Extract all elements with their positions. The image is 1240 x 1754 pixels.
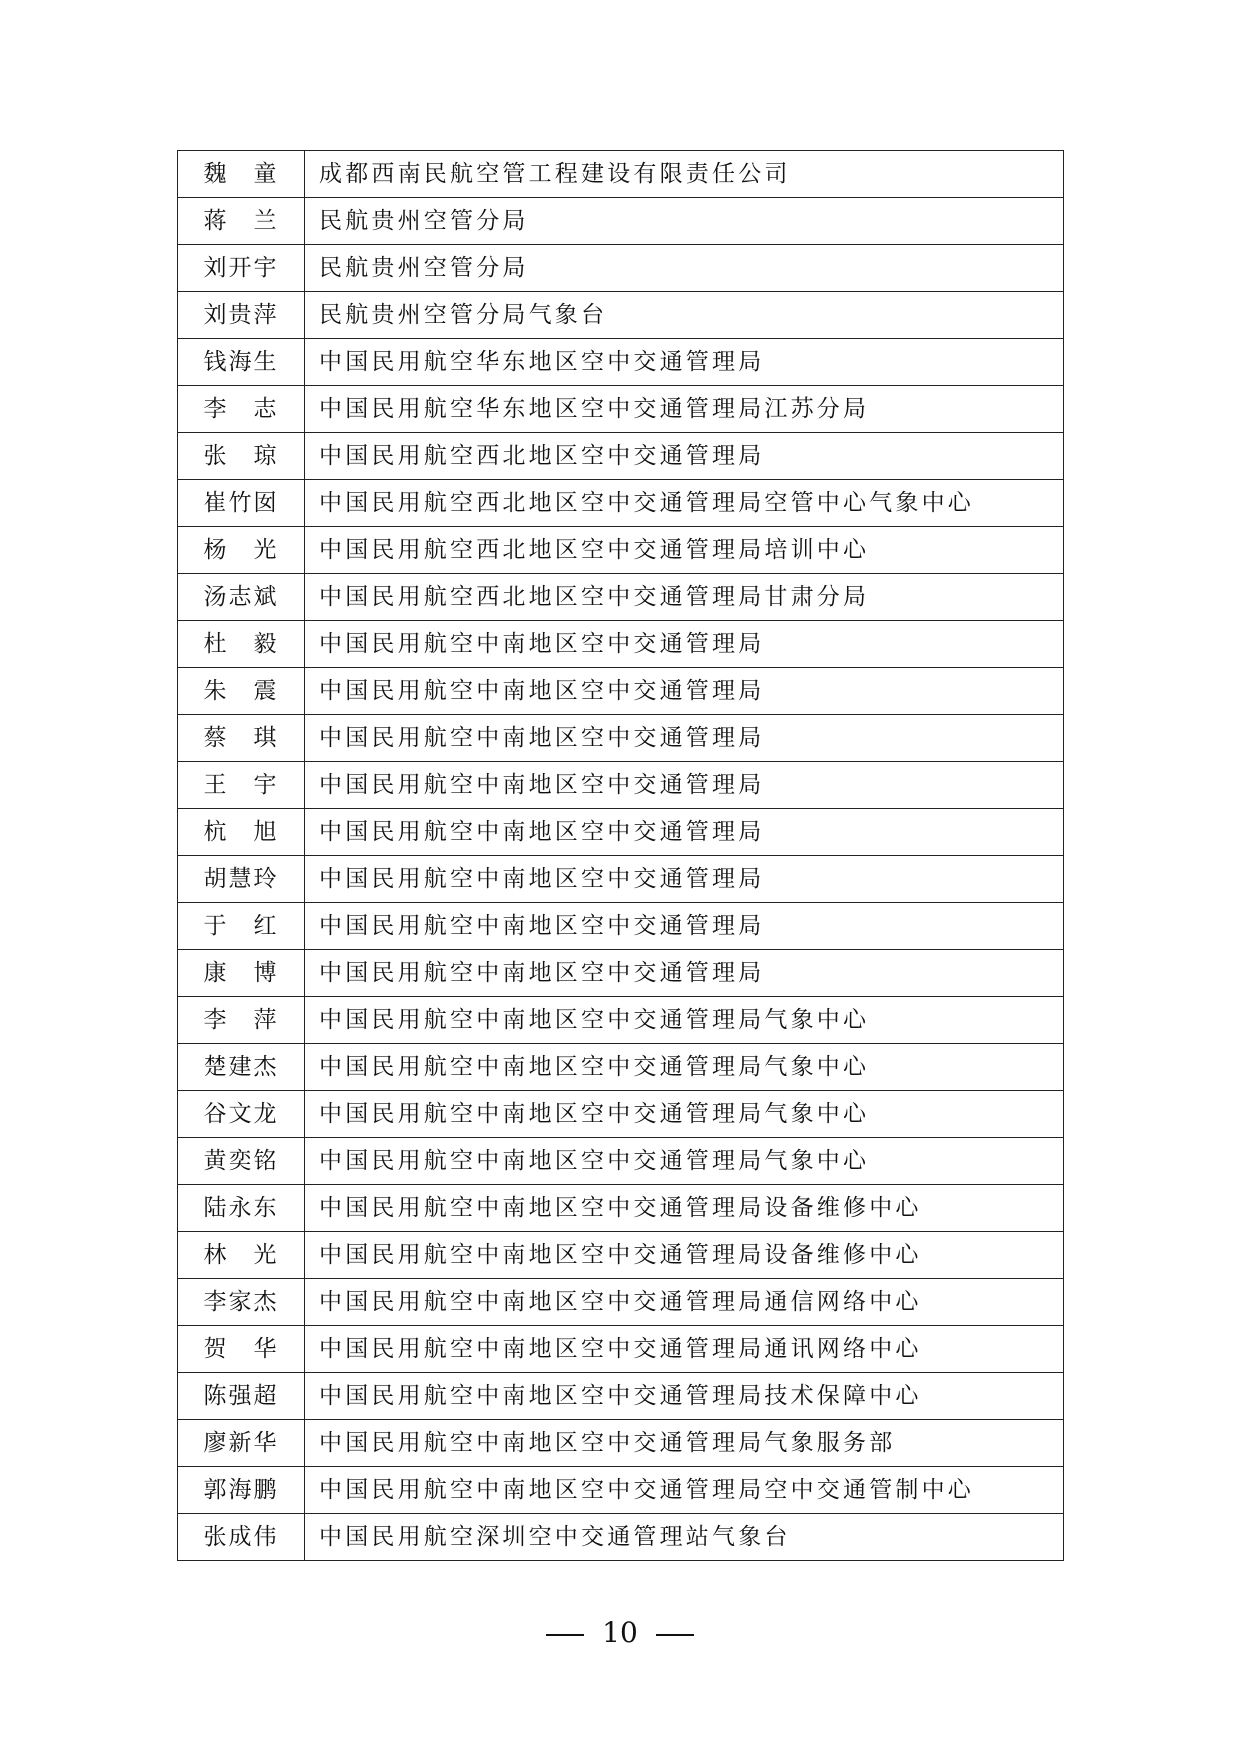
person-name-cell: 于 红 (178, 903, 305, 950)
person-name-cell: 杨 光 (178, 527, 305, 574)
organization-cell: 中国民用航空中南地区空中交通管理局气象服务部 (305, 1420, 1064, 1467)
organization-cell: 中国民用航空西北地区空中交通管理局甘肃分局 (305, 574, 1064, 621)
table-row (178, 1232, 1064, 1279)
table-row (178, 339, 1064, 386)
table-row (178, 292, 1064, 339)
person-name-cell: 朱 震 (178, 668, 305, 715)
table-row (178, 245, 1064, 292)
award-roster-table (177, 150, 1064, 1561)
person-name-cell: 张 琼 (178, 433, 305, 480)
table-row (178, 1326, 1064, 1373)
person-name-cell: 黄奕铭 (178, 1138, 305, 1185)
person-name-cell: 郭海鹏 (178, 1467, 305, 1514)
right-dash (656, 1634, 694, 1636)
organization-cell: 中国民用航空中南地区空中交通管理局气象中心 (305, 1044, 1064, 1091)
person-name-cell: 李家杰 (178, 1279, 305, 1326)
person-name-cell: 楚建杰 (178, 1044, 305, 1091)
person-name-cell: 蔡 琪 (178, 715, 305, 762)
person-name-cell: 谷文龙 (178, 1091, 305, 1138)
person-name-cell: 杜 毅 (178, 621, 305, 668)
organization-cell: 中国民用航空中南地区空中交通管理局 (305, 621, 1064, 668)
person-name-cell: 张成伟 (178, 1514, 305, 1561)
left-dash (546, 1634, 584, 1636)
table-row (178, 151, 1064, 198)
table-row (178, 1138, 1064, 1185)
organization-cell: 民航贵州空管分局 (305, 198, 1064, 245)
organization-cell: 中国民用航空中南地区空中交通管理局设备维修中心 (305, 1232, 1064, 1279)
organization-cell: 中国民用航空西北地区空中交通管理局 (305, 433, 1064, 480)
person-name-cell: 贺 华 (178, 1326, 305, 1373)
table-row (178, 386, 1064, 433)
organization-cell: 中国民用航空中南地区空中交通管理局空中交通管制中心 (305, 1467, 1064, 1514)
table-row (178, 527, 1064, 574)
organization-cell: 民航贵州空管分局 (305, 245, 1064, 292)
table-row (178, 1185, 1064, 1232)
organization-cell: 中国民用航空中南地区空中交通管理局通讯网络中心 (305, 1326, 1064, 1373)
organization-cell: 中国民用航空中南地区空中交通管理局技术保障中心 (305, 1373, 1064, 1420)
person-name-cell: 林 光 (178, 1232, 305, 1279)
organization-cell: 民航贵州空管分局气象台 (305, 292, 1064, 339)
table-row (178, 1279, 1064, 1326)
table-row (178, 903, 1064, 950)
organization-cell: 中国民用航空华东地区空中交通管理局江苏分局 (305, 386, 1064, 433)
page-number: 10 (602, 1616, 638, 1649)
person-name-cell: 刘开宇 (178, 245, 305, 292)
person-name-cell: 魏 童 (178, 151, 305, 198)
table-row (178, 809, 1064, 856)
table-row (178, 198, 1064, 245)
table-row (178, 1420, 1064, 1467)
organization-cell: 中国民用航空中南地区空中交通管理局 (305, 903, 1064, 950)
table-row (178, 433, 1064, 480)
person-name-cell: 李 萍 (178, 997, 305, 1044)
organization-cell: 中国民用航空中南地区空中交通管理局 (305, 809, 1064, 856)
organization-cell: 成都西南民航空管工程建设有限责任公司 (305, 151, 1064, 198)
table-row (178, 1514, 1064, 1561)
table-row (178, 668, 1064, 715)
person-name-cell: 崔竹囡 (178, 480, 305, 527)
person-name-cell: 汤志斌 (178, 574, 305, 621)
organization-cell: 中国民用航空中南地区空中交通管理局 (305, 856, 1064, 903)
table-row (178, 1373, 1064, 1420)
organization-cell: 中国民用航空华东地区空中交通管理局 (305, 339, 1064, 386)
person-name-cell: 李 志 (178, 386, 305, 433)
organization-cell: 中国民用航空西北地区空中交通管理局培训中心 (305, 527, 1064, 574)
page-number-footer (0, 1616, 1240, 1649)
table-row (178, 480, 1064, 527)
person-name-cell: 钱海生 (178, 339, 305, 386)
table-row (178, 574, 1064, 621)
person-name-cell: 蒋 兰 (178, 198, 305, 245)
organization-cell: 中国民用航空中南地区空中交通管理局 (305, 950, 1064, 997)
person-name-cell: 杭 旭 (178, 809, 305, 856)
table-row (178, 1091, 1064, 1138)
table-row (178, 997, 1064, 1044)
organization-cell: 中国民用航空中南地区空中交通管理局 (305, 715, 1064, 762)
person-name-cell: 王 宇 (178, 762, 305, 809)
organization-cell: 中国民用航空西北地区空中交通管理局空管中心气象中心 (305, 480, 1064, 527)
table-row (178, 715, 1064, 762)
table-row (178, 1467, 1064, 1514)
person-name-cell: 康 博 (178, 950, 305, 997)
organization-cell: 中国民用航空深圳空中交通管理站气象台 (305, 1514, 1064, 1561)
table-row (178, 856, 1064, 903)
organization-cell: 中国民用航空中南地区空中交通管理局气象中心 (305, 1091, 1064, 1138)
organization-cell: 中国民用航空中南地区空中交通管理局通信网络中心 (305, 1279, 1064, 1326)
organization-cell: 中国民用航空中南地区空中交通管理局气象中心 (305, 1138, 1064, 1185)
person-name-cell: 胡慧玲 (178, 856, 305, 903)
table-row (178, 621, 1064, 668)
person-name-cell: 廖新华 (178, 1420, 305, 1467)
person-name-cell: 陈强超 (178, 1373, 305, 1420)
organization-cell: 中国民用航空中南地区空中交通管理局设备维修中心 (305, 1185, 1064, 1232)
person-name-cell: 刘贵萍 (178, 292, 305, 339)
table-row (178, 762, 1064, 809)
roster-table-body (178, 151, 1064, 1561)
table-row (178, 950, 1064, 997)
organization-cell: 中国民用航空中南地区空中交通管理局 (305, 762, 1064, 809)
organization-cell: 中国民用航空中南地区空中交通管理局 (305, 668, 1064, 715)
person-name-cell: 陆永东 (178, 1185, 305, 1232)
table-row (178, 1044, 1064, 1091)
organization-cell: 中国民用航空中南地区空中交通管理局气象中心 (305, 997, 1064, 1044)
